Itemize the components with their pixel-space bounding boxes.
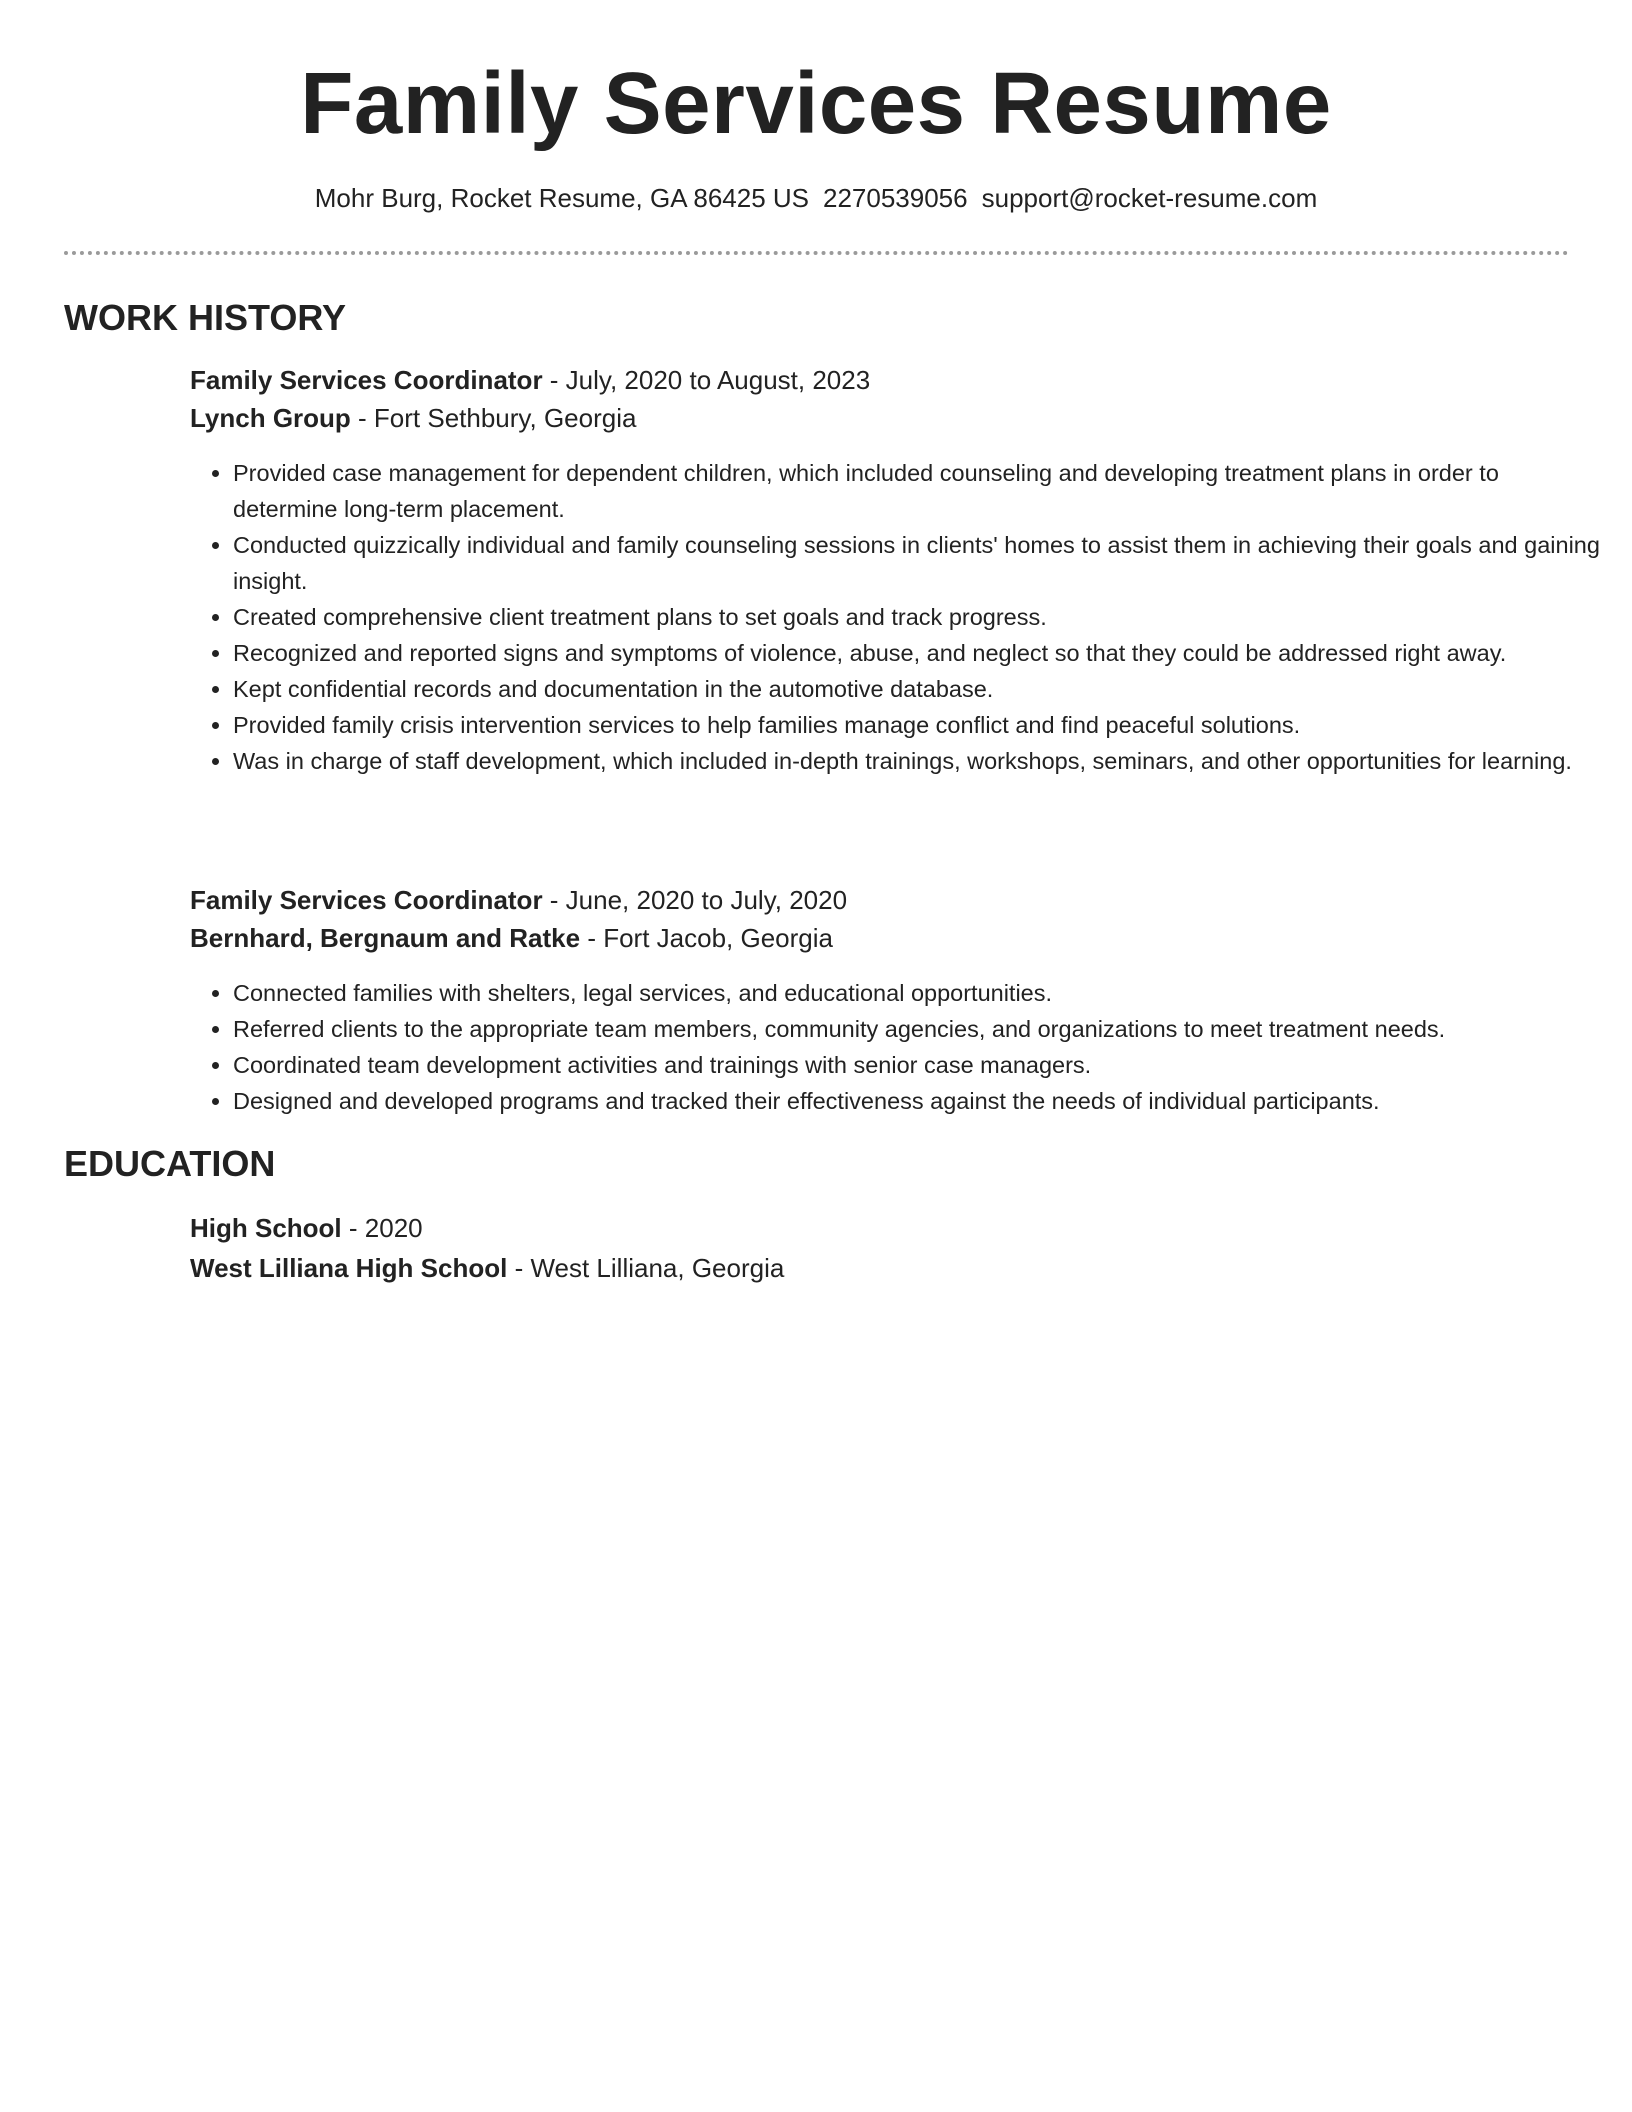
job-company: Bernhard, Bergnaum and Ratke [190, 923, 581, 953]
header-divider [64, 251, 1569, 255]
job-dates: - July, 2020 to August, 2023 [542, 365, 871, 395]
job-bullet: • Referred clients to the appropriate team members, community agencies, and organizations to meet treatment needs. [233, 1011, 1605, 1047]
job-location: - Fort Sethbury, Georgia [350, 403, 637, 433]
job-bullet: • Designed and developed programs and tracked their effectiveness against the needs of individual participants. [233, 1083, 1605, 1119]
job-title: Family Services Coordinator [190, 365, 543, 395]
resume-title: Family Services Resume [300, 55, 1332, 152]
section-heading-education: EDUCATION [64, 1143, 276, 1184]
job-bullets [190, 455, 1605, 779]
contact-phone: 2270539056 [823, 183, 968, 213]
job-bullet: • Coordinated team development activities and trainings with senior case managers. [233, 1047, 1605, 1083]
job-bullet: • Provided family crisis intervention services to help families manage conflict and find peaceful solutions. [233, 707, 1605, 743]
education-degree-line [190, 1210, 423, 1246]
job-title: Family Services Coordinator [190, 885, 543, 915]
job-dates: - June, 2020 to July, 2020 [542, 885, 848, 915]
job-company: Lynch Group [190, 403, 351, 433]
job-location: - Fort Jacob, Georgia [580, 923, 833, 953]
job-bullet: • Connected families with shelters, legal services, and educational opportunities. [233, 975, 1605, 1011]
education-location: - West Lilliana, Georgia [507, 1253, 785, 1283]
education-degree: High School [190, 1213, 342, 1243]
education-school: West Lilliana High School [190, 1253, 508, 1283]
education-school-line [190, 1250, 784, 1286]
contact-line [0, 180, 1632, 216]
job-company-line [190, 920, 833, 956]
job-bullet: • Provided case management for dependent children, which included counseling and developing treatment plans in order to determine long-term placement. [233, 455, 1605, 527]
contact-address: Mohr Burg, Rocket Resume, GA 86425 US [314, 183, 809, 213]
job-bullet: • Created comprehensive client treatment plans to set goals and track progress. [233, 599, 1605, 635]
job-title-line [190, 362, 870, 398]
job-bullet: • Kept confidential records and documentation in the automotive database. [233, 671, 1605, 707]
job-bullet: • Was in charge of staff development, which included in-depth trainings, workshops, seminars, and other opportunities for learning. [233, 743, 1605, 779]
job-bullet: • Recognized and reported signs and symptoms of violence, abuse, and neglect so that they could be addressed right away. [233, 635, 1605, 671]
education-year: - 2020 [341, 1213, 423, 1243]
job-company-line [190, 400, 636, 436]
contact-email: support@rocket-resume.com [981, 183, 1318, 213]
section-heading-work-history: WORK HISTORY [64, 297, 347, 338]
job-bullet: • Conducted quizzically individual and family counseling sessions in clients' homes to assist them in achieving their goals and gaining insight. [233, 527, 1605, 599]
job-bullets [190, 975, 1605, 1119]
job-title-line [190, 882, 847, 918]
